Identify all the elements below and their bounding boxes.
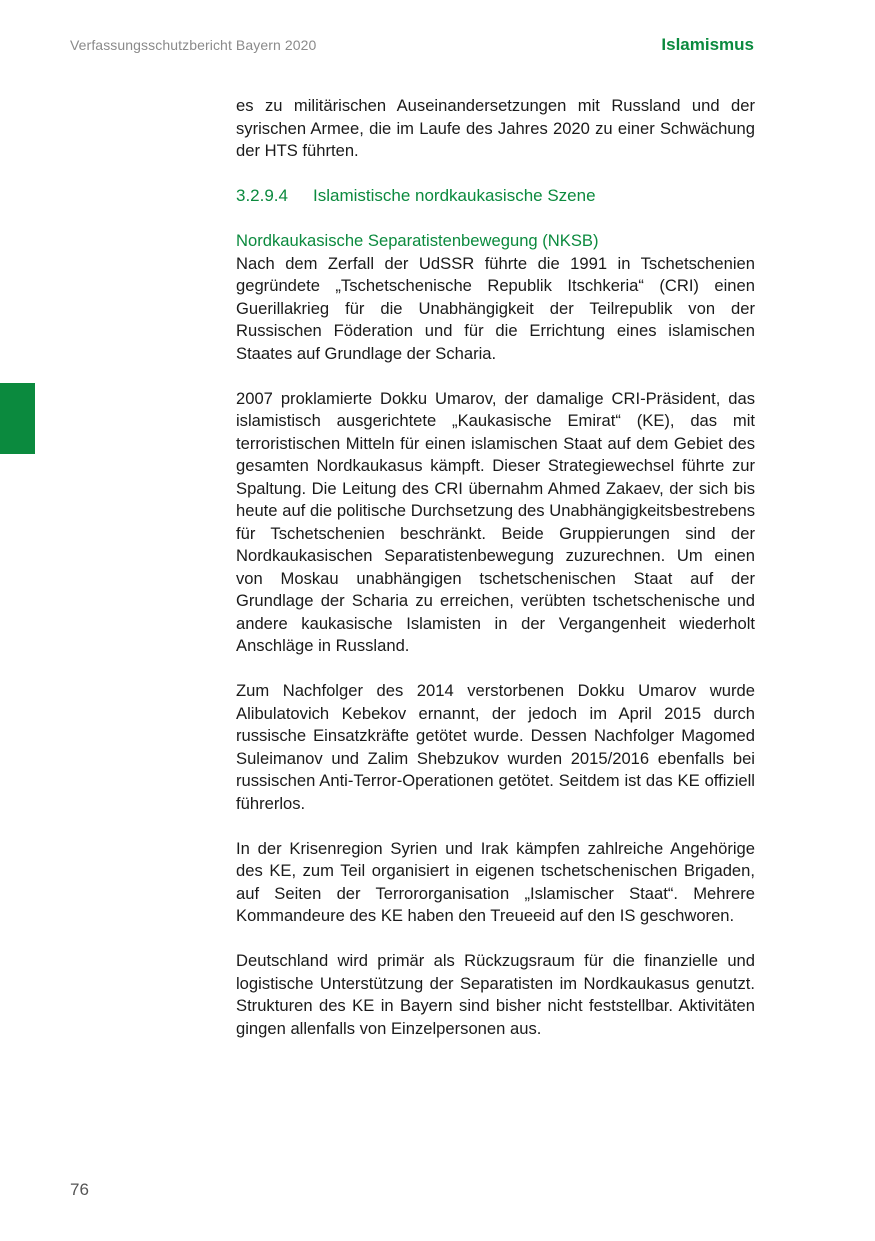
- main-text-column: [236, 95, 755, 1040]
- section-number: 3.2.9.4: [236, 186, 288, 205]
- chapter-title: Islamismus: [661, 35, 754, 54]
- paragraph-4: In der Krisenregion Syrien und Irak kämpfen zahlreiche Angehörige des KE, zum Teil organisiert in eigenen tschetschenischen Brigaden, auf Seiten der Terrororganisation „Islamischer Staat“. Mehrere Kommandeure des KE haben den Treueeid auf den IS geschworen.: [236, 838, 755, 925]
- page-number: 76: [70, 1180, 89, 1199]
- paragraph-3: Zum Nachfolger des 2014 verstorbenen Dokku Umarov wurde Alibulatovich Kebekov ernannt, der jedoch im April 2015 durch russische Einsatzkräfte getötet wurde. Dessen Nachfolger Magomed Suleimanov und Zalim Shebzukov wurden 2015/2016 ebenfalls bei russischen Anti-Terror-Operationen getötet. Seitdem ist das KE offiziell führerlos.: [236, 681, 755, 813]
- subsection-heading: Nordkaukasische Separatistenbewegung (NKSB): [236, 231, 599, 250]
- section-heading: [236, 185, 755, 208]
- paragraph-5: Deutschland wird primär als Rückzugsraum für die finanzielle und logistische Unterstützung der Separatisten im Nordkaukasus genutzt. Strukturen des KE in Bayern sind bisher nicht feststellbar. Aktivitäten gingen allenfalls von Einzelpersonen aus.: [236, 951, 755, 1038]
- intro-paragraph: es zu militärischen Auseinandersetzungen mit Russland und der syrischen Armee, die im Laufe des Jahres 2020 zu einer Schwächung der HTS führten.: [236, 96, 755, 160]
- paragraph-1: Nach dem Zerfall der UdSSR führte die 1991 in Tschetschenien gegründete „Tschetschenische Republik Itschkeria“ (CRI) einen Guerillakrieg für die Unabhängigkeit der Teilrepublik von der Russischen Föderation und für die Errichtung eines islamischen Staates auf Grundlage der Scharia.: [236, 253, 755, 363]
- section-title: Islamistische nordkaukasische Szene: [313, 186, 596, 205]
- chapter-tab-marker: [0, 383, 35, 454]
- running-header-title: Verfassungsschutzbericht Bayern 2020: [70, 37, 317, 53]
- paragraph-2: 2007 proklamierte Dokku Umarov, der damalige CRI-Präsident, das islamistisch ausgerichtete „Kaukasische Emirat“ (KE), das mit terroristischen Mitteln für einen islamischen Staat auf dem Gebiet des gesamten Nordkaukasus kämpft. Dieser Strategiewechsel führte zur Spaltung. Die Leitung des CRI übernahm Ahmed Zakaev, der sich bis heute auf die politische Durchsetzung des Unabhängigkeitsbestrebens für Tschetschenien beschränkt. Beide Gruppierungen sind der Nordkaukasischen Separatistenbewegung zuzurechnen. Um einen von Moskau unabhängigen tschetschenischen Staat auf der Grundlage der Scharia zu erreichen, verübten tschetschenische und andere kaukasische Islamisten in der Vergangenheit wiederholt Anschläge in Russland.: [236, 388, 755, 655]
